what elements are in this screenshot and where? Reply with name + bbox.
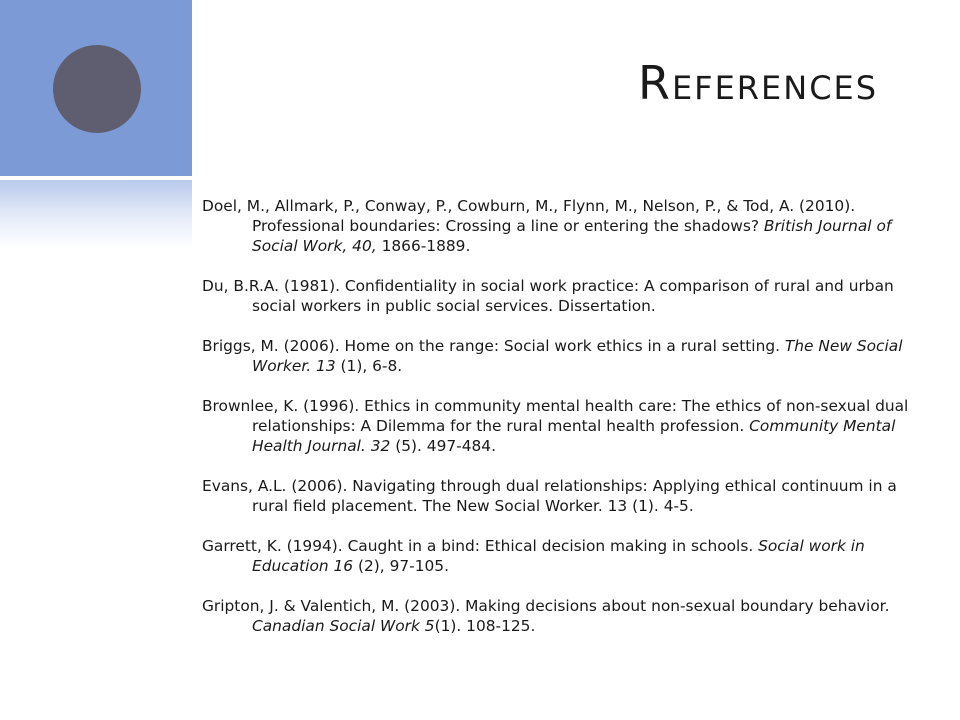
reference-text: Gripton, J. & Valentich, M. (2003). Making decisions about non-sexual boundary behavior. xyxy=(202,597,890,615)
reference-italic: Canadian Social Work 5 xyxy=(252,617,435,635)
reference-text: Garrett, K. (1994). Caught in a bind: Ethical decision making in schools. xyxy=(202,537,759,555)
reference-text: Brownlee, K. (1996). Ethics in community mental health care: The ethics of non-sexual dual relationships: A Dilemma for the rural mental health profession. xyxy=(202,397,909,435)
reference-item xyxy=(202,396,922,456)
reference-item xyxy=(202,336,922,376)
accent-gradient xyxy=(0,180,192,250)
accent-divider xyxy=(192,0,195,176)
reference-text: Du, B.R.A. (1981). Confidentiality in social work practice: A comparison of rural and urban social workers in public social services. Dissertation. xyxy=(202,277,894,315)
reference-italic: Community Mental Health Journal. 32 xyxy=(252,417,896,455)
reference-item xyxy=(202,276,922,316)
reference-tail: (1), 6-8. xyxy=(335,357,403,375)
reference-tail: (5). 497-484. xyxy=(390,437,496,455)
reference-item xyxy=(202,596,922,636)
reference-tail: (2), 97-105. xyxy=(353,557,449,575)
reference-text: Evans, A.L. (2006). Navigating through dual relationships: Applying ethical continuum in a rural field placement. The New Social Worker. 13 (1). 4-5. xyxy=(202,477,897,515)
reference-italic: The New Social Worker. 13 xyxy=(252,337,903,375)
decorative-circle xyxy=(53,45,141,133)
reference-list xyxy=(202,196,922,656)
reference-item xyxy=(202,476,922,516)
reference-item xyxy=(202,196,922,256)
reference-tail: (1). 108-125. xyxy=(434,617,536,635)
reference-italic: Social work in Education 16 xyxy=(252,537,865,575)
reference-text: Doel, M., Allmark, P., Conway, P., Cowburn, M., Flynn, M., Nelson, P., & Tod, A. (2010). Professional boundaries: Crossing a line or entering the shadows? xyxy=(202,197,856,235)
reference-tail: 1866-1889. xyxy=(376,237,471,255)
reference-item xyxy=(202,536,922,576)
reference-text: Briggs, M. (2006). Home on the range: Social work ethics in a rural setting. xyxy=(202,337,785,355)
reference-italic: British Journal of Social Work, 40, xyxy=(252,217,892,255)
slide-title: References xyxy=(638,56,879,110)
